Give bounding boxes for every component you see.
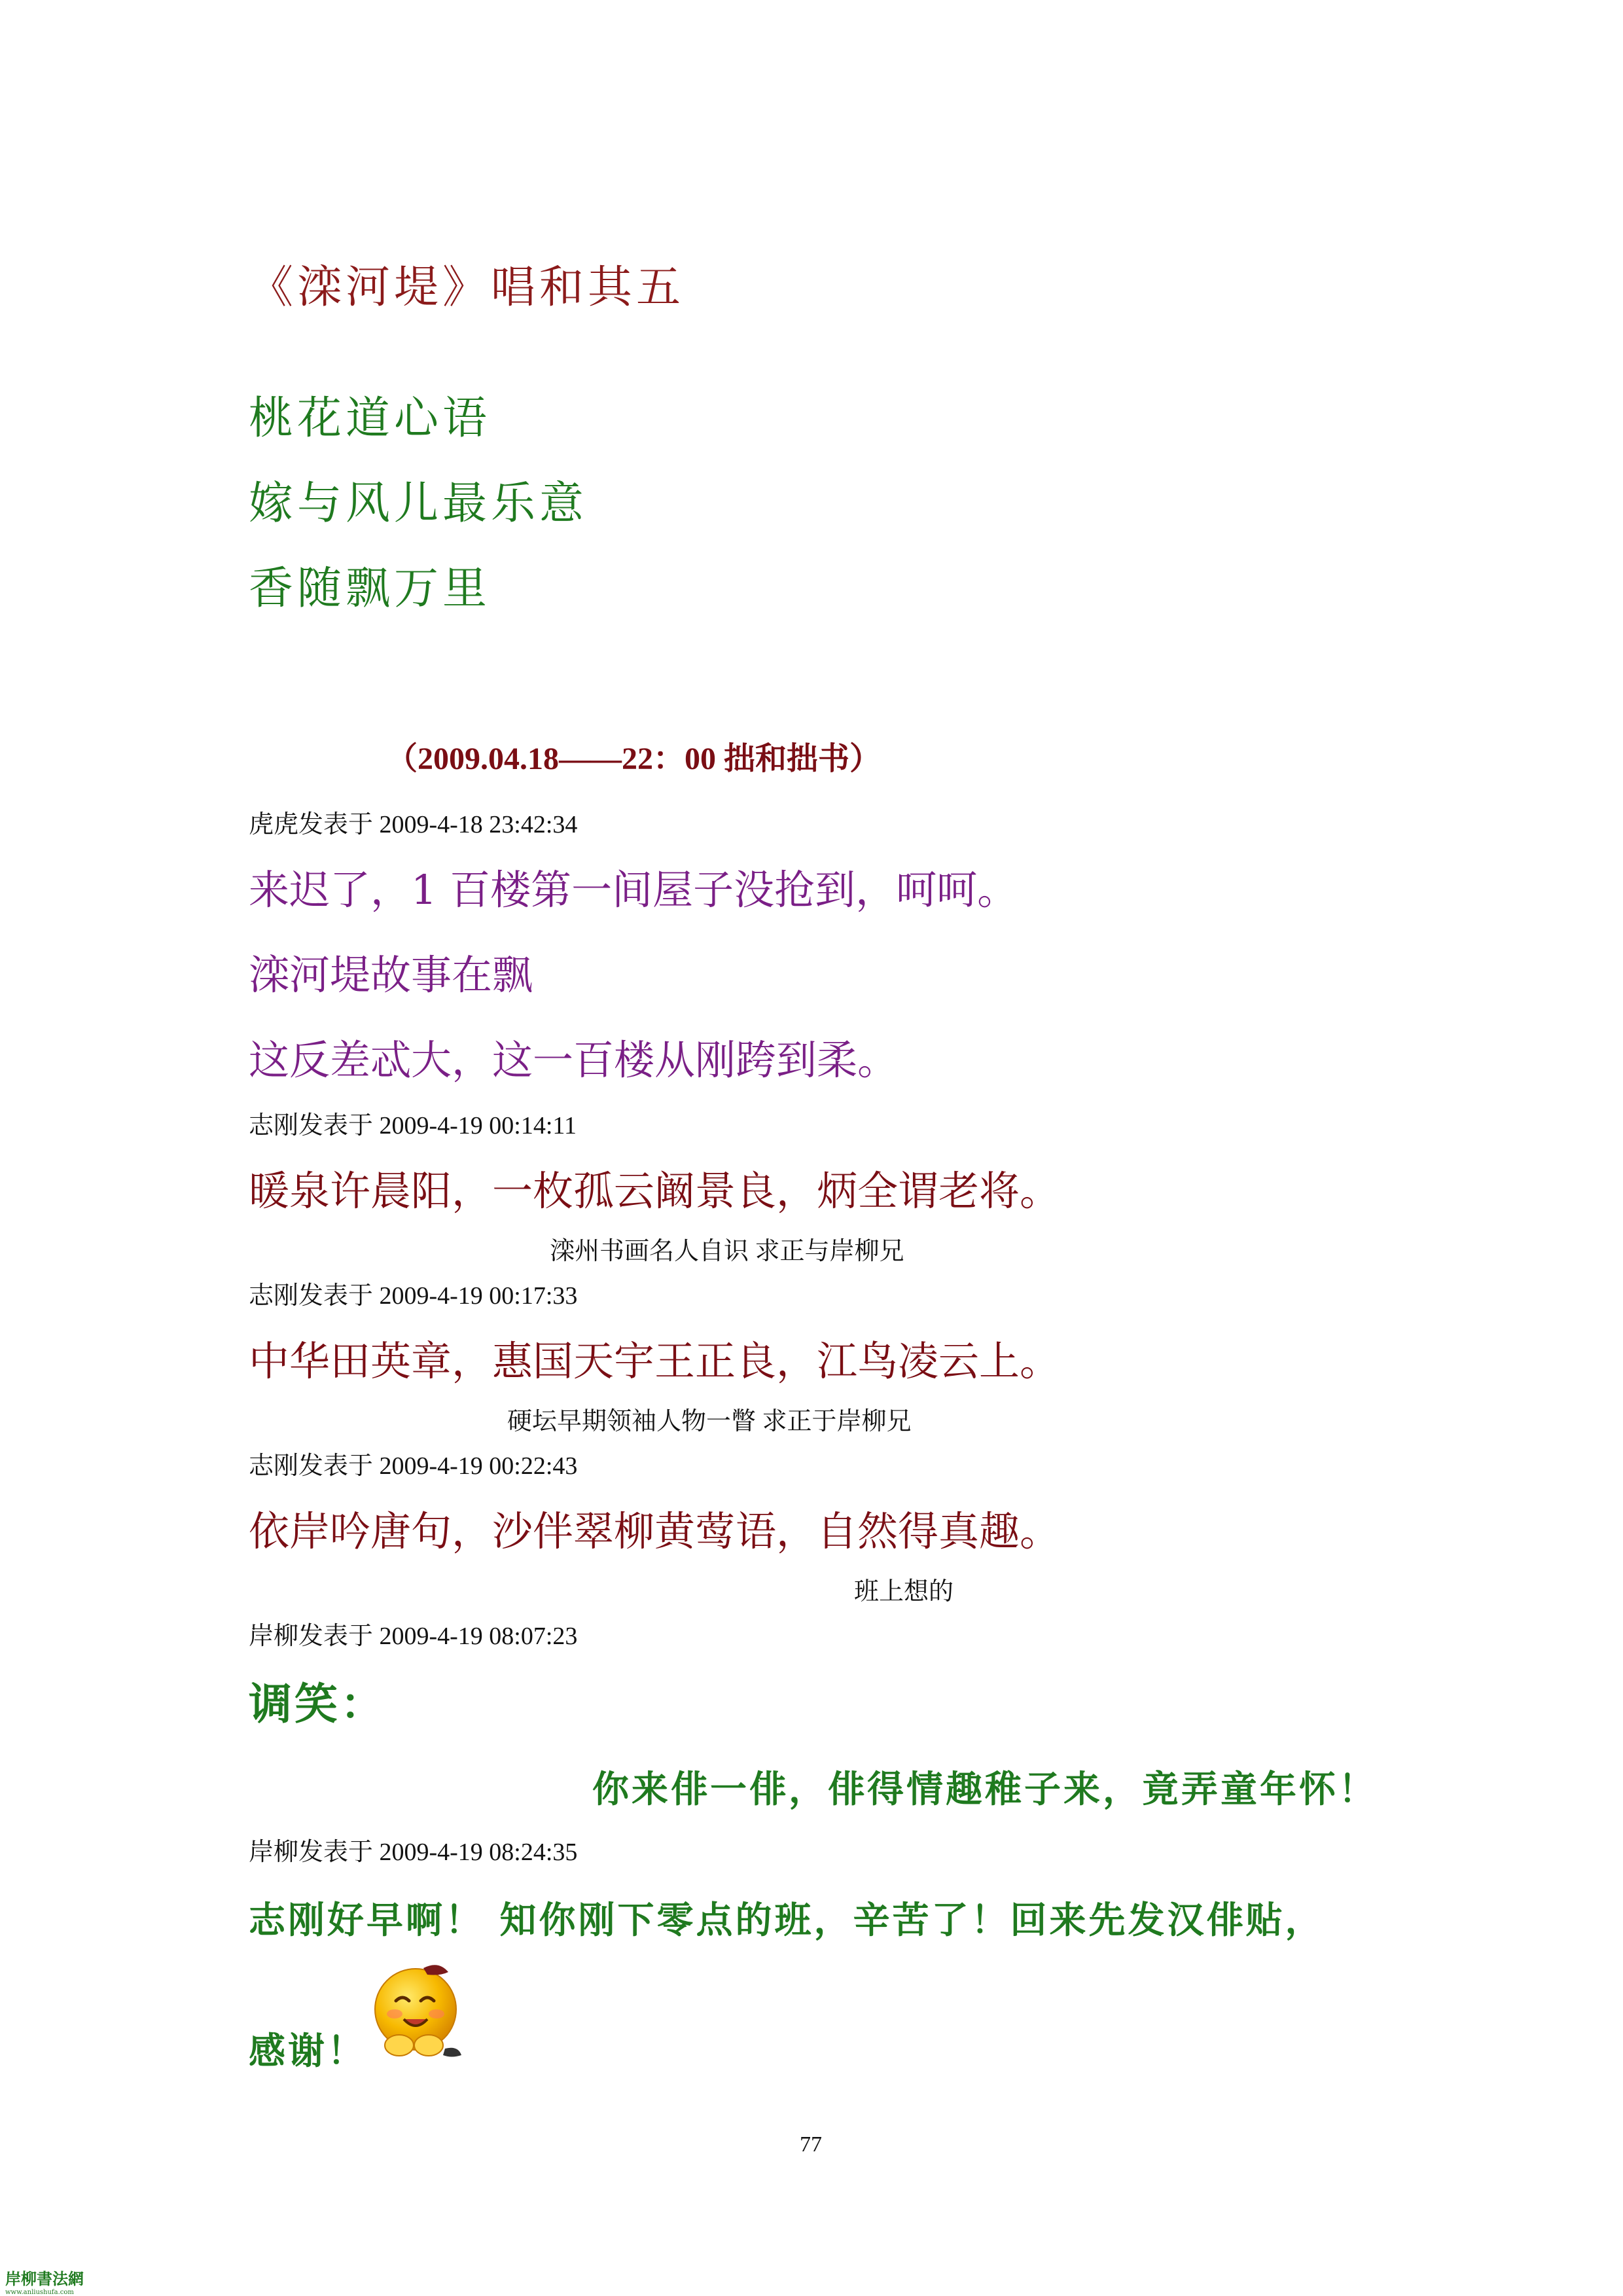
page-title: 《滦河堤》唱和其五 (249, 262, 685, 314)
poem-line-3: 香随飘万里 (249, 563, 491, 615)
post-text: 感谢！ (249, 2030, 366, 2073)
post-meta: 岸柳发表于 2009-4-19 08:24:35 (249, 1839, 578, 1866)
post-note: 班上想的 (854, 1578, 954, 1605)
post-text: 依岸吟唐句，沙伴翠柳黄莺语，自然得真趣。 (249, 1507, 1061, 1555)
site-logo-text: 岸柳書法網 (5, 2269, 84, 2288)
post-text: 暖泉许晨阳，一枚孤云阚景良，炳全谓老将。 (249, 1167, 1061, 1215)
post-text: 这反差忒大，这一百楼从刚跨到柔。 (249, 1036, 899, 1084)
post-meta: 志刚发表于 2009-4-19 00:17:33 (249, 1282, 578, 1310)
smiley-emoticon-icon (363, 1954, 474, 2065)
post-text: 调笑： (249, 1678, 386, 1729)
post-meta: 志刚发表于 2009-4-19 00:22:43 (249, 1452, 578, 1480)
site-logo-url: www.anliushufa.com (5, 2289, 74, 2296)
post-meta: 志刚发表于 2009-4-19 00:14:11 (249, 1112, 577, 1139)
post-note: 滦州书画名人自识 求正与岸柳兄 (550, 1238, 904, 1265)
dateline: （2009.04.18——22：00 拙和拙书） (386, 742, 882, 776)
post-text: 来迟了，1 百楼第一间屋子没抢到，呵呵。 (249, 866, 1018, 914)
post-text: 志刚好早啊！ 知你刚下零点的班，辛苦了！回来先发汉俳贴， (249, 1899, 1325, 1942)
post-text: 中华田英章，惠国天宇王正良，江鸟凌云上。 (249, 1337, 1061, 1385)
poem-line-2: 嫁与风儿最乐意 (249, 478, 588, 529)
post-note: 硬坛早期领袖人物一瞥 求正于岸柳兄 (507, 1408, 912, 1435)
poem-line-1: 桃花道心语 (249, 393, 491, 444)
post-meta: 虎虎发表于 2009-4-18 23:42:34 (249, 811, 578, 838)
page-number: 77 (800, 2132, 822, 2157)
post-text: 你来俳一俳，俳得情趣稚子来，竟弄童年怀！ (592, 1768, 1378, 1811)
post-meta: 岸柳发表于 2009-4-19 08:07:23 (249, 1623, 578, 1650)
site-logo (5, 2266, 84, 2296)
post-text: 滦河堤故事在飘 (249, 951, 533, 999)
